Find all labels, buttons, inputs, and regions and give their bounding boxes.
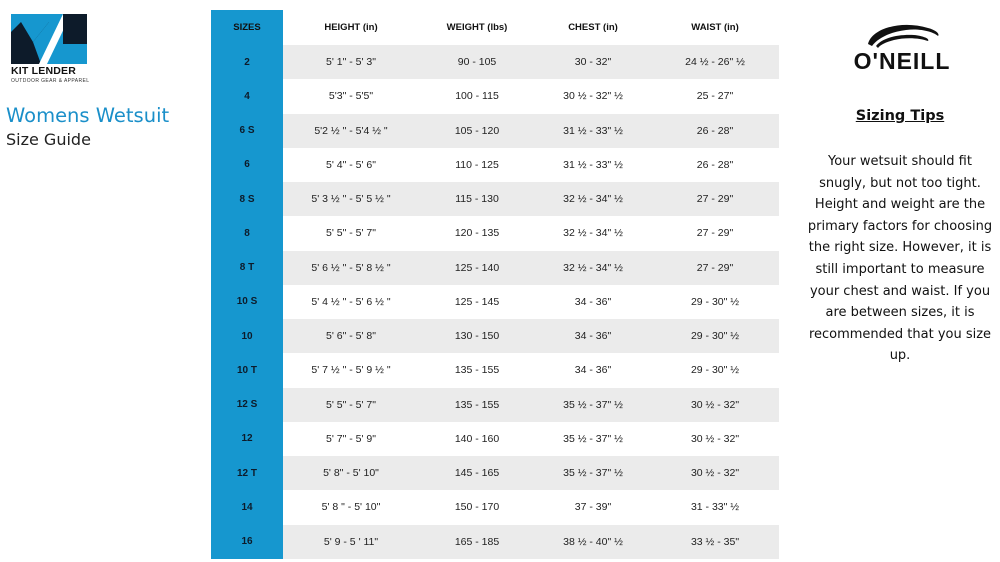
waist-cell: 26 - 28": [651, 114, 779, 148]
waist-cell: 27 - 29": [651, 182, 779, 216]
size-cell: 12 T: [211, 456, 283, 490]
chest-cell: 35 ½ - 37" ½: [535, 456, 651, 490]
mountain-logo-icon: [11, 14, 87, 64]
size-cell: 14: [211, 490, 283, 524]
table-row: [211, 319, 779, 353]
height-cell: 5' 6 ½ " - 5' 8 ½ ": [283, 251, 419, 285]
brand-tagline: OUTDOOR GEAR & APPAREL: [11, 78, 90, 84]
size-cell: 6: [211, 148, 283, 182]
table-row: [211, 490, 779, 524]
weight-cell: 150 - 170: [454, 501, 500, 514]
chest-cell: 35 ½ - 37" ½: [535, 388, 651, 422]
table-row: [211, 216, 779, 250]
chest-cell: 35 ½ - 37" ½: [563, 432, 623, 445]
oneill-logo: [832, 22, 972, 76]
size-cell: 12 S: [211, 388, 283, 422]
weight-cell: 90 - 105: [419, 45, 535, 79]
sizing-tips-title: Sizing Tips: [855, 108, 945, 124]
chest-cell: 30 ½ - 32" ½: [563, 90, 623, 103]
table-row: [211, 388, 779, 422]
waist-cell: 29 - 30" ½: [651, 319, 779, 353]
weight-cell: 125 - 145: [454, 295, 500, 308]
size-table: [211, 10, 779, 559]
waist-cell: 30 ½ - 32": [690, 432, 740, 445]
height-cell: 5' 1" - 5' 3": [283, 45, 419, 79]
header-height: HEIGHT (in): [283, 10, 419, 45]
table-row: [211, 285, 779, 319]
page-subtitle: Size Guide: [6, 130, 91, 149]
size-cell: 8 S: [211, 182, 283, 216]
table-row: [211, 422, 779, 456]
header-chest: CHEST (in): [535, 10, 651, 45]
page-title: Womens Wetsuit: [6, 104, 170, 127]
size-cell: 8 T: [211, 251, 283, 285]
height-cell: 5' 9 - 5 ' 11": [283, 525, 419, 559]
height-cell: 5'2 ½ " - 5'4 ½ ": [283, 114, 419, 148]
size-cell: 12: [211, 422, 283, 456]
height-cell: 5' 3 ½ " - 5' 5 ½ ": [283, 182, 419, 216]
height-cell: 5' 5" - 5' 7": [326, 227, 376, 240]
chest-cell: 31 ½ - 33" ½: [563, 158, 623, 171]
table-row: [211, 148, 779, 182]
waist-cell: 24 ½ - 26" ½: [651, 45, 779, 79]
waist-cell: 31 - 33" ½: [690, 501, 740, 514]
waist-cell: 30 ½ - 32": [651, 388, 779, 422]
weight-cell: 115 - 130: [419, 182, 535, 216]
weight-cell: 120 - 135: [454, 227, 500, 240]
weight-cell: 140 - 160: [454, 432, 500, 445]
oneill-wave-icon: [862, 22, 942, 50]
height-cell: 5' 8 " - 5' 10": [321, 501, 381, 514]
waist-cell: 29 - 30" ½: [690, 364, 740, 377]
size-cell: 8: [211, 216, 283, 250]
weight-cell: 135 - 155: [419, 388, 535, 422]
table-row: [211, 45, 779, 79]
weight-cell: 110 - 125: [455, 158, 499, 171]
header-waist: WAIST (in): [651, 10, 779, 45]
size-cell: 4: [211, 79, 283, 113]
height-cell: 5'3" - 5'5": [328, 90, 374, 103]
chest-cell: 34 - 36": [535, 319, 651, 353]
height-cell: 5' 4 ½ " - 5' 6 ½ ": [311, 295, 391, 308]
table-row: [211, 251, 779, 285]
chest-cell: 34 - 36": [574, 364, 612, 377]
weight-cell: 145 - 165: [419, 456, 535, 490]
weight-cell: 165 - 185: [419, 525, 535, 559]
table-row: [211, 79, 779, 113]
waist-cell: 33 ½ - 35": [651, 525, 779, 559]
header-sizes: SIZES: [211, 10, 283, 45]
height-cell: 5' 4" - 5' 6": [326, 158, 376, 171]
chest-cell: 32 ½ - 34" ½: [535, 182, 651, 216]
chest-cell: 30 - 32": [535, 45, 651, 79]
height-cell: 5' 5" - 5' 7": [283, 388, 419, 422]
size-cell: 16: [211, 525, 283, 559]
height-cell: 5' 6" - 5' 8": [283, 319, 419, 353]
size-cell: 10: [211, 319, 283, 353]
size-cell: 10 T: [211, 353, 283, 387]
height-cell: 5' 8" - 5' 10": [283, 456, 419, 490]
table-row: [211, 182, 779, 216]
weight-cell: 100 - 115: [455, 90, 499, 103]
chest-cell: 32 ½ - 34" ½: [535, 251, 651, 285]
waist-cell: 27 - 29": [696, 227, 734, 240]
table-header-row: [211, 10, 779, 45]
weight-cell: 105 - 120: [419, 114, 535, 148]
weight-cell: 125 - 140: [419, 251, 535, 285]
weight-cell: 135 - 155: [454, 364, 500, 377]
height-cell: 5' 7 ½ " - 5' 9 ½ ": [311, 364, 391, 377]
size-cell: 6 S: [211, 114, 283, 148]
brand-name: KIT LENDER: [11, 65, 76, 77]
height-cell: 5' 7" - 5' 9": [326, 432, 376, 445]
waist-cell: 25 - 27": [696, 90, 734, 103]
waist-cell: 30 ½ - 32": [651, 456, 779, 490]
oneill-wordmark: O'NEILL: [853, 48, 951, 74]
chest-cell: 34 - 36": [574, 295, 612, 308]
chest-cell: 37 - 39": [574, 501, 612, 514]
waist-cell: 27 - 29": [651, 251, 779, 285]
header-weight: WEIGHT (lbs): [419, 10, 535, 45]
chest-cell: 31 ½ - 33" ½: [535, 114, 651, 148]
chest-cell: 32 ½ - 34" ½: [563, 227, 623, 240]
size-cell: 2: [211, 45, 283, 79]
table-row: [211, 456, 779, 490]
table-row: [211, 114, 779, 148]
table-row: [211, 525, 779, 559]
sizing-tips-body: Your wetsuit should fit snugly, but not too tight. Height and weight are the primary factors for choosing the right size. However, it is still important to measure your chest and waist. If you are between sizes, it is recommended that you size up.: [807, 154, 993, 364]
size-cell: 10 S: [211, 285, 283, 319]
chest-cell: 38 ½ - 40" ½: [535, 525, 651, 559]
kit-lender-logo: [8, 14, 90, 84]
waist-cell: 29 - 30" ½: [690, 295, 740, 308]
weight-cell: 130 - 150: [419, 319, 535, 353]
table-row: [211, 353, 779, 387]
waist-cell: 26 - 28": [696, 158, 734, 171]
